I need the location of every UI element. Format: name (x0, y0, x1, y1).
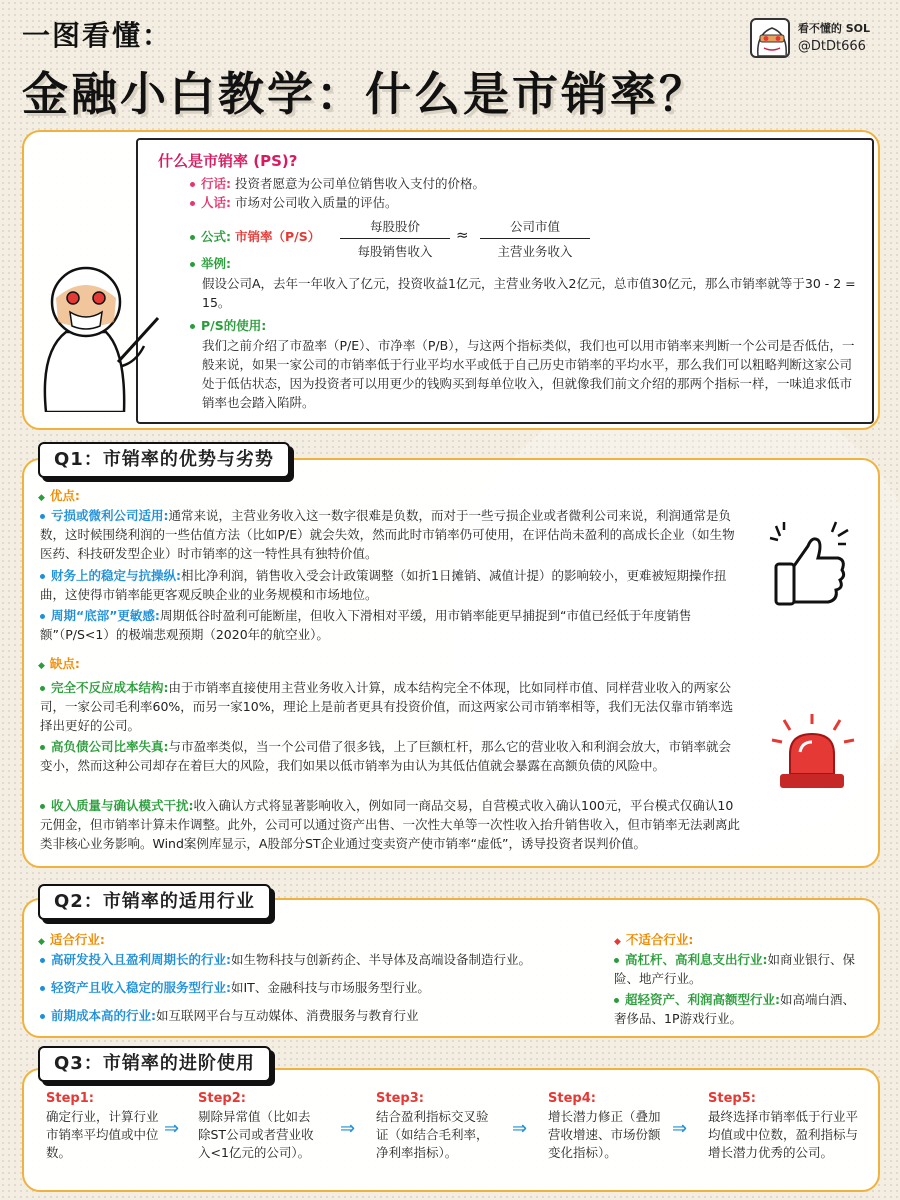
formula-row (190, 227, 320, 246)
example-label: 举例: (201, 256, 231, 271)
bullet-dot (40, 804, 45, 809)
plain-row (190, 193, 398, 212)
usage-heading (190, 316, 266, 335)
con-item (40, 737, 740, 775)
cons-heading (38, 654, 80, 676)
right-arrow-icon: ⇒ (672, 1118, 688, 1139)
fit-heading (38, 930, 105, 952)
fit-item-text: 如生物科技与创新药企、半导体及高端设备制造行业。 (231, 952, 532, 967)
diamond-icon: ◆ (38, 937, 45, 947)
usage-text: 我们之前介绍了市盈率（P/E）、市净率（P/B），与这两个指标类似，我们也可以用市销率来判断一个公司是否低估，一般来说，如果一家公司的市销率低于行业平均水平或低于自己历史市销率的平均水平，那么我们可以粗略判断这家公司处于低估状态，因为投资者可以用更少的钱购买到每单位收入，但就像我们前文介绍的那两个指标一样，一味追求低市销率也会踏入陷阱。 (202, 338, 855, 410)
pro-item (40, 566, 740, 604)
unfit-item-text: 如高端白酒、奢侈品、1P游戏行业。 (614, 992, 856, 1026)
formula-name: 市销率（P/S） (234, 229, 321, 244)
bullet-dot (614, 998, 619, 1003)
pro-text: 周期低谷时盈利可能断崖，但收入下滑相对平缓，用市销率能更早捕捉到“市值已经低于年度销售额”（P/S<1）的极端悲观预期（2020年的航空业）。 (40, 608, 692, 642)
pro-label: 亏损或微利公司适用: (51, 508, 169, 523)
pro-text: 相比净利润，销售收入受会计政策调整（如折1日摊销、减值计提）的影响较小，更难被短期操作扭曲，这使得市销率能更客观反映企业的业务规模和市场地位。 (40, 568, 727, 602)
author-badge (750, 18, 870, 58)
author-handle: @DtDt666 (797, 39, 866, 54)
step-title: Step4: (548, 1091, 596, 1106)
fit-item-text: 如互联网平台与互动媒体、消费服务与教育行业 (156, 1008, 419, 1023)
con-label: 高负债公司比率失真: (51, 739, 169, 754)
con-item (40, 796, 740, 853)
example-text: 假设公司A，去年一年收入了亿元，投资收益1亿元，主营业务收入2亿元，总市值30亿元，那么市销率就等于30 - 2 = 15。 (202, 276, 856, 310)
usage-label: P/S的使用: (201, 318, 267, 333)
alarm-siren-icon (766, 712, 860, 798)
unfit-item (614, 990, 864, 1028)
bullet-dot (190, 201, 195, 206)
unfit-item-label: 超轻资产、利润高额型行业: (625, 992, 780, 1007)
fit-item-label: 轻资产且收入稳定的服务型行业: (51, 980, 231, 995)
author-name: 看不懂的 SOL (797, 22, 870, 35)
q3-heading: Q3：市销率的进阶使用 (38, 1046, 271, 1082)
thumbs-up-icon (766, 518, 856, 610)
con-text: 收入确认方式将显著影响收入，例如同一商品交易，自营模式收入确认100元，平台模式仅确认10元佣金，但市销率计算未作调整。此外，公司可以通过资产出售、一次性大单等一次性收入抬升销售收入，但市销率无法剥离此类非核心业务影响。Wind案例库显示，A股部分ST企业通过变卖资产使市销率“虚低”，诱导投资者误判价值。 (40, 798, 741, 851)
step-title: Step1: (46, 1091, 94, 1106)
diamond-icon: ◆ (38, 661, 45, 671)
step-5 (708, 1090, 858, 1162)
plain-text: 市场对公司收入质量的评估。 (234, 195, 398, 210)
pro-label: 财务上的稳定与抗操纵: (51, 568, 181, 583)
bullet-dot (190, 182, 195, 187)
example-heading (190, 254, 231, 273)
q1-heading: Q1：市销率的优势与劣势 (38, 442, 290, 478)
right-arrow-icon: ⇒ (340, 1118, 356, 1139)
step-text: 剔除异常值（比如去除ST公司或者营业收入<1亿元的公司）。 (198, 1109, 314, 1160)
unfit-item-text: 如商业银行、保险、地产行业。 (614, 952, 856, 986)
bullet-dot (40, 958, 45, 963)
con-text: 与市盈率类似，当一个公司借了很多钱，上了巨额杠杆，那么它的营业收入和利润会放大，市销率就会变小，然而这种公司却存在着巨大的风险，我们如果以低市销率为由认为其低估值就会暴露在高额负债的风险中。 (40, 739, 732, 773)
fraction-denominator: 每股销售收入 (357, 244, 433, 259)
page-title: 金融小白教学：什么是市销率？ (22, 67, 708, 121)
step-2 (198, 1090, 322, 1162)
pros-heading (38, 486, 80, 508)
con-label: 收入质量与确认模式干扰: (51, 798, 194, 813)
step-text: 结合盈利指标交叉验证（如结合毛利率，净利率指标）。 (376, 1109, 489, 1160)
jargon-label: 行话: (201, 176, 231, 191)
pro-label: 周期“底部”更敏感: (51, 608, 160, 623)
con-item (40, 678, 740, 735)
q2-heading: Q2：市销率的适用行业 (38, 884, 271, 920)
pro-text: 通常来说，主营业务收入这一数字很难是负数，而对于一些亏损企业或者微利公司来说，利润通常是负数，这时候围绕利润的一些估值方法（比如P/E）就会失效，然而此时市销率仍可使用，在评估尚未盈利的高成长企业（如生物医药、科技研发型企业）时市销率的这一特性具有独特价值。 (40, 508, 735, 561)
fit-item (40, 978, 600, 997)
fit-item-label: 高研发投入且盈利周期长的行业: (51, 952, 231, 967)
step-4 (548, 1090, 672, 1162)
formula-label: 公式: (201, 229, 231, 244)
fraction-denominator: 主营业务收入 (497, 244, 573, 259)
plain-label: 人话: (201, 195, 231, 210)
pro-item (40, 606, 740, 644)
jargon-row (190, 174, 485, 193)
formula-fraction-1 (340, 217, 450, 260)
step-title: Step3: (376, 1091, 424, 1106)
bullet-dot (190, 324, 195, 329)
avatar (750, 18, 790, 58)
bullet-dot (40, 686, 45, 691)
formula-fraction-2 (480, 217, 590, 260)
subtitle: 一图看懂： (22, 19, 173, 52)
right-arrow-icon: ⇒ (512, 1118, 528, 1139)
teacher-character-illustration (26, 262, 166, 412)
step-1 (46, 1090, 170, 1162)
fit-label: 适合行业: (49, 932, 105, 947)
jargon-text: 投资者愿意为公司单位销售收入支付的价格。 (234, 176, 485, 191)
step-3 (376, 1090, 500, 1162)
bullet-dot (40, 614, 45, 619)
fraction-numerator: 每股股价 (369, 219, 420, 234)
definition-question: 什么是市销率 (PS)? (158, 152, 298, 170)
approx-sign: ≈ (456, 226, 469, 244)
step-text: 确定行业，计算行业市销率平均值或中位数。 (46, 1109, 159, 1160)
bullet-dot (40, 574, 45, 579)
bullet-dot (40, 745, 45, 750)
bullet-dot (190, 235, 195, 240)
bullet-dot (40, 1014, 45, 1019)
step-text: 增长潜力修正（叠加营收增速、市场份额变化指标）。 (548, 1109, 661, 1160)
cons-label: 缺点: (49, 656, 80, 671)
con-label: 完全不反应成本结构: (51, 680, 169, 695)
pro-item (40, 506, 740, 563)
unfit-item-label: 高杠杆、高利息支出行业: (625, 952, 768, 967)
fit-item-text: 如IT、金融科技与市场服务型行业。 (231, 980, 430, 995)
bullet-dot (40, 514, 45, 519)
fit-item (40, 1006, 600, 1025)
diamond-icon: ◆ (38, 493, 45, 503)
step-title: Step5: (708, 1091, 756, 1106)
step-text: 最终选择市销率低于行业平均值或中位数，盈利指标与增长潜力优秀的公司。 (708, 1109, 859, 1160)
pros-label: 优点: (49, 488, 80, 503)
unfit-heading (614, 930, 693, 952)
step-title: Step2: (198, 1091, 246, 1106)
fit-item (40, 950, 600, 969)
bullet-dot (40, 986, 45, 991)
diamond-icon: ◆ (614, 937, 621, 947)
unfit-label: 不适合行业: (625, 932, 694, 947)
right-arrow-icon: ⇒ (164, 1118, 180, 1139)
bullet-dot (190, 262, 195, 267)
fraction-numerator: 公司市值 (509, 219, 560, 234)
fit-item-label: 前期成本高的行业: (51, 1008, 156, 1023)
bullet-dot (614, 958, 619, 963)
con-text: 由于市销率直接使用主营业务收入计算，成本结构完全不体现，比如同样市值、同样营业收入的两家公司，一家公司毛利率60%，而另一家10%，理论上是前者更具有投资价值，而这两家公司市销率相等，我们无法仅靠市销率选择出更好的公司。 (40, 680, 734, 733)
unfit-item (614, 950, 864, 988)
